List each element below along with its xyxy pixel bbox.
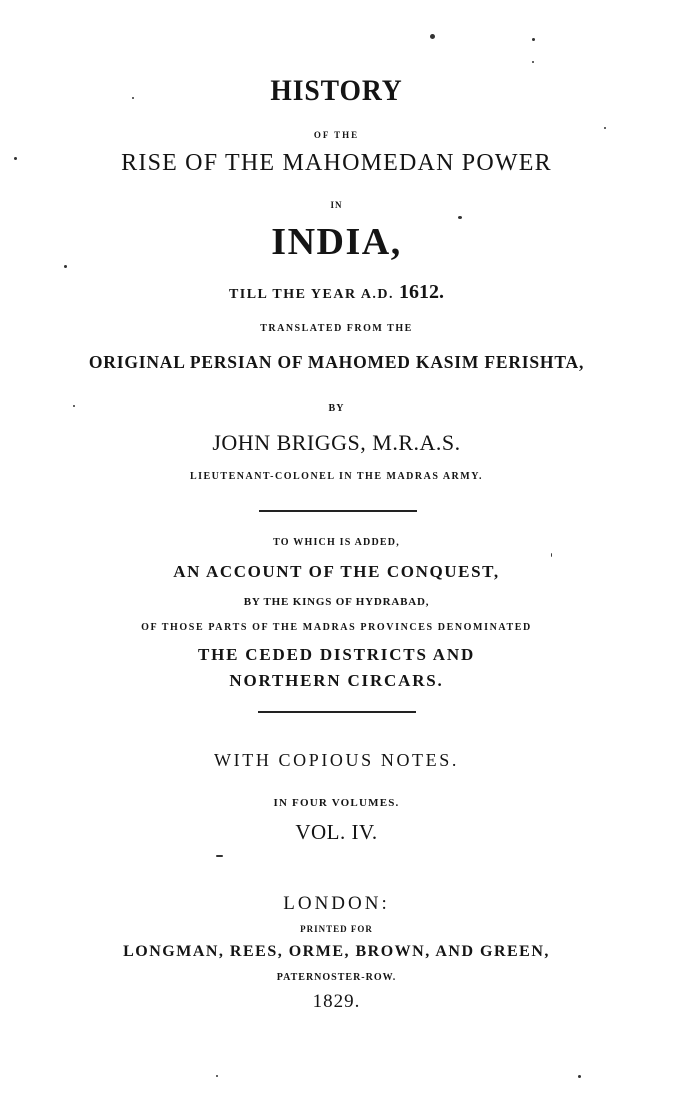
addendum-intro: TO WHICH IS ADDED, [273, 537, 400, 548]
region-title: INDIA, [271, 221, 402, 263]
scan-speck [216, 1075, 218, 1077]
imprint-printed-for: PRINTED FOR [300, 924, 373, 934]
imprint-publishers: LONGMAN, REES, ORME, BROWN, AND GREEN, [123, 943, 550, 960]
notes-line: WITH COPIOUS NOTES. [214, 750, 459, 770]
scan-speck [458, 216, 462, 219]
imprint-city: LONDON: [283, 893, 390, 914]
addendum-provinces: OF THOSE PARTS OF THE MADRAS PROVINCES DENOMINATED [141, 622, 532, 633]
addendum-kings: BY THE KINGS OF HYDRABAD, [243, 596, 430, 608]
imprint-year: 1829. [312, 991, 361, 1012]
scan-speck [132, 97, 134, 99]
scan-speck [578, 1075, 581, 1078]
addendum-account: AN ACCOUNT OF THE CONQUEST, [173, 562, 500, 581]
in-text: IN [330, 200, 343, 210]
addendum-northern: NORTHERN CIRCARS. [229, 671, 444, 690]
translator-title: LIEUTENANT-COLONEL IN THE MADRAS ARMY. [189, 471, 484, 482]
period-prefix: TILL THE YEAR A.D. [228, 287, 395, 302]
scan-speck [14, 157, 17, 160]
scan-speck [73, 405, 75, 407]
scan-speck [216, 855, 223, 857]
scan-speck [604, 127, 606, 129]
period-year: 1612. [399, 281, 445, 303]
divider-rule [259, 510, 417, 512]
subtitle: RISE OF THE MAHOMEDAN POWER [121, 150, 552, 176]
period-line [0, 281, 673, 304]
volumes-line: IN FOUR VOLUMES. [273, 797, 400, 809]
scan-speck [532, 61, 534, 63]
divider-rule [258, 711, 416, 713]
scan-speck [64, 265, 67, 268]
scan-speck [532, 38, 535, 41]
translator-name: JOHN BRIGGS, M.R.A.S. [212, 430, 461, 455]
addendum-ceded: THE CEDED DISTRICTS AND [197, 645, 476, 664]
title-main: HISTORY [270, 74, 403, 107]
original-source: ORIGINAL PERSIAN OF MAHOMED KASIM FERISHTA, [88, 352, 585, 372]
of-the-text: OF THE [313, 130, 360, 140]
by-text: BY [328, 403, 345, 414]
scan-speck [551, 553, 552, 557]
imprint-address: PATERNOSTER-ROW. [276, 972, 397, 983]
translated-from: TRANSLATED FROM THE [260, 323, 413, 334]
volume-number: VOL. IV. [295, 820, 378, 844]
scan-speck [430, 34, 435, 39]
